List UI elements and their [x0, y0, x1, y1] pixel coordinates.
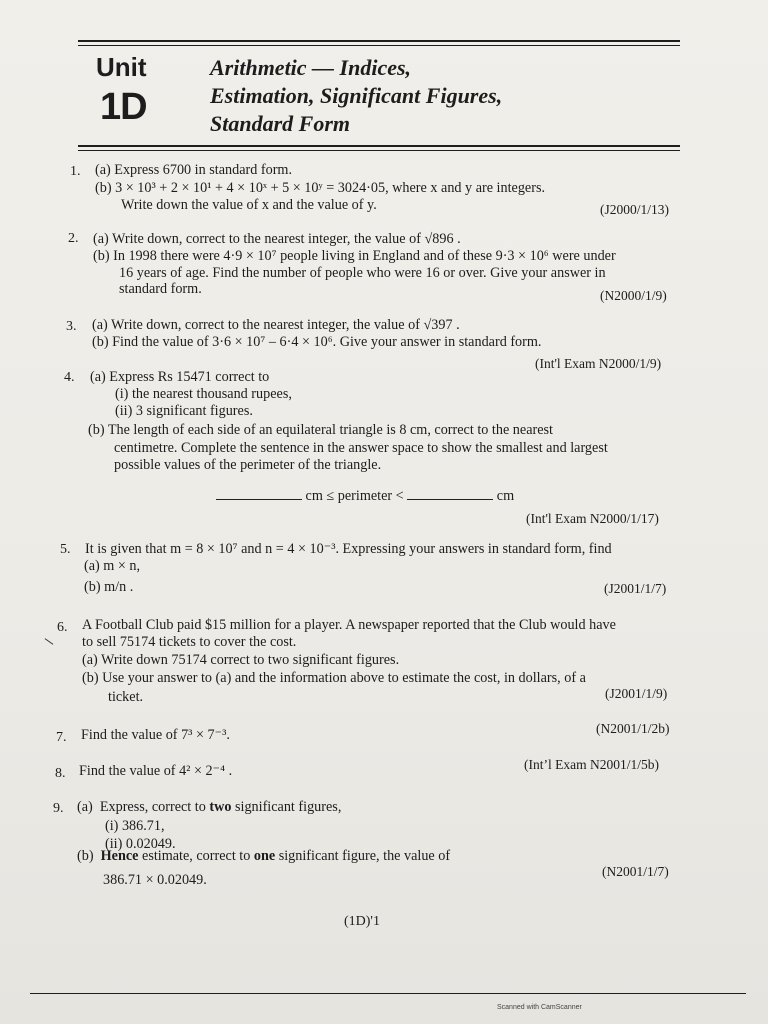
- question-reference: (J2000/1/13): [600, 202, 669, 217]
- question-number: 1.: [70, 164, 81, 179]
- question-line: (b) In 1998 there were 4·9 × 10⁷ people living in England and of these 9·3 × 10⁶ were under: [93, 248, 616, 264]
- question-number: 2.: [68, 231, 79, 246]
- question-line: 386.71 × 0.02049.: [103, 872, 207, 888]
- unit-title: [210, 54, 502, 138]
- question-line: (b) Use your answer to (a) and the information above to estimate the cost, in dollars, of a: [82, 670, 586, 686]
- question-line: (b) The length of each side of an equilateral triangle is 8 cm, correct to the nearest: [88, 422, 553, 438]
- pen-mark: [45, 638, 54, 645]
- answer-inequality: cm ≤ perimeter <: [305, 488, 404, 504]
- question-line: possible values of the perimeter of the triangle.: [114, 457, 382, 473]
- title-line: Standard Form: [210, 111, 350, 136]
- header-bottom-rule: [78, 145, 680, 147]
- question-line: standard form.: [119, 281, 202, 297]
- question-line: Find the value of 4² × 2⁻⁴ .: [79, 763, 233, 779]
- question-line: (a) Write down, correct to the nearest integer, the value of √896 .: [93, 231, 461, 247]
- question-reference: (Int'l Exam N2000/1/17): [526, 511, 659, 526]
- question-line: (b) Find the value of 3·6 × 10⁷ – 6·4 × 10⁶. Give your answer in standard form.: [92, 334, 542, 350]
- question-line: (a) Express Rs 15471 correct to: [90, 369, 270, 385]
- header-bottom-rule-thin: [78, 150, 680, 151]
- question-number: 3.: [66, 319, 77, 334]
- answer-line: [216, 487, 514, 505]
- question-reference: (J2001/1/9): [605, 686, 668, 701]
- question-number: 5.: [60, 542, 71, 557]
- question-line: centimetre. Complete the sentence in the answer space to show the smallest and largest: [114, 440, 608, 456]
- question-line: It is given that m = 8 × 10⁷ and n = 4 × 10⁻³. Expressing your answers in standard form, find: [85, 541, 612, 557]
- question-reference: (Int’l Exam N2001/1/5b): [524, 757, 659, 772]
- question-line: Write down the value of x and the value of y.: [121, 197, 377, 213]
- question-line: (a) Express 6700 in standard form.: [95, 162, 292, 178]
- question-line: (ii) 0.02049.: [105, 836, 176, 852]
- question-reference: (Int'l Exam N2000/1/9): [535, 356, 662, 371]
- question-line: (ii) 3 significant figures.: [115, 403, 253, 419]
- question-reference: (N2000/1/9): [600, 288, 667, 303]
- question-line: (b) m/n .: [84, 579, 134, 595]
- question-line: A Football Club paid $15 million for a player. A newspaper reported that the Club would have: [82, 617, 616, 633]
- bottom-rule: [30, 993, 746, 994]
- question-reference: (J2001/1/7): [604, 581, 667, 596]
- question-line: (i) 386.71,: [105, 818, 165, 834]
- title-line: Arithmetic — Indices,: [210, 55, 412, 80]
- question-reference: (N2001/1/2b): [596, 721, 670, 736]
- question-line: Find the value of 7³ × 7⁻³.: [81, 727, 230, 743]
- question-line: 16 years of age. Find the number of people who were 16 or over. Give your answer in: [119, 265, 606, 281]
- answer-blank-right[interactable]: [407, 487, 493, 500]
- question-line: to sell 75174 tickets to cover the cost.: [82, 634, 297, 650]
- question-number: 4.: [64, 370, 75, 385]
- question-line: (a) m × n,: [84, 558, 141, 574]
- question-number: 7.: [56, 730, 67, 745]
- title-line: Estimation, Significant Figures,: [210, 83, 503, 108]
- unit-code: 1D: [100, 86, 147, 128]
- unit-label: Unit: [96, 52, 147, 82]
- question-line: (b) 3 × 10³ + 2 × 10¹ + 4 × 10ˣ + 5 × 10ʸ = 3024·05, where x and y are integers.: [95, 180, 546, 196]
- answer-unit: cm: [496, 488, 515, 504]
- page-number: (1D)'1: [344, 914, 380, 929]
- question-line: (a) Express, correct to two significant figures,: [77, 799, 342, 815]
- answer-blank-left[interactable]: [216, 487, 302, 500]
- question-number: 9.: [53, 801, 64, 816]
- question-line: (a) Write down, correct to the nearest integer, the value of √397 .: [92, 317, 460, 333]
- question-line: (i) the nearest thousand rupees,: [115, 386, 292, 402]
- question-line: (a) Write down 75174 correct to two significant figures.: [82, 652, 400, 668]
- question-line: (b) Hence estimate, correct to one significant figure, the value of: [77, 848, 451, 864]
- question-number: 6.: [57, 620, 68, 635]
- question-reference: (N2001/1/7): [602, 864, 669, 879]
- scanner-watermark: Scanned with CamScanner: [497, 1004, 582, 1011]
- question-number: 8.: [55, 766, 66, 781]
- top-rule-thin: [78, 45, 680, 46]
- question-line: ticket.: [108, 689, 144, 705]
- top-rule: [78, 40, 680, 42]
